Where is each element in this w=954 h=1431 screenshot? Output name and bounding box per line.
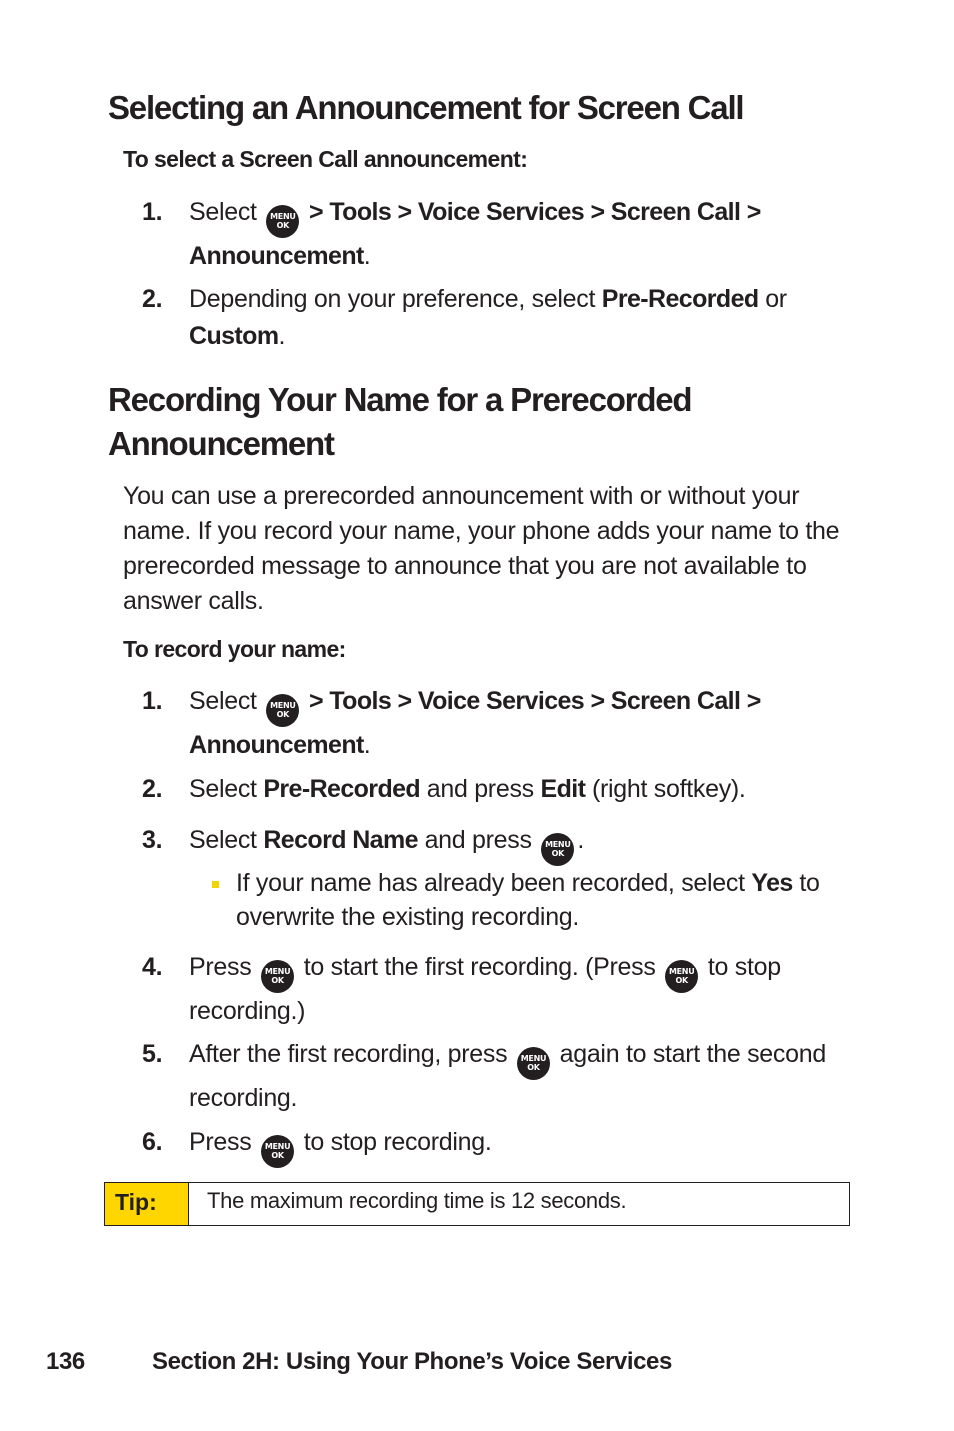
step-number: 3. [142, 826, 163, 854]
menu-ok-key-icon: MENU OK [541, 833, 574, 866]
page-number: 136 [46, 1348, 85, 1375]
menu-path: > Tools > Voice Services > Screen Call > [309, 198, 761, 226]
menu-path: > Tools > Voice Services > Screen Call > [309, 687, 761, 715]
step-text: Select Record Name and press MENU OK . [189, 822, 854, 866]
menu-ok-key-icon: MENU OK [261, 960, 294, 993]
step-text: Select Pre-Recorded and press Edit (right softkey). [189, 775, 746, 803]
step-number: 5. [142, 1040, 163, 1068]
step-number: 1. [142, 687, 163, 715]
step-text: Press MENU OK to start the first recording. (Press MENU OK to stop recording.) [189, 953, 781, 1025]
subheading-record-name: To record your name: [123, 636, 346, 662]
step-text: Select MENU OK > Tools > Voice Services > Screen Call > Announcement. [189, 198, 761, 270]
section-heading-screen-call: Selecting an Announcement for Screen Call [108, 89, 744, 126]
tip-box [104, 1182, 850, 1226]
step-number: 2. [142, 775, 163, 803]
menu-ok-key-icon: MENU OK [517, 1047, 550, 1080]
bullet-square-icon [212, 881, 219, 888]
step-text: After the first recording, press MENU OK again to start the second recording. [189, 1040, 826, 1112]
subheading-select-announcement: To select a Screen Call announcement: [123, 146, 528, 172]
section-title: Section 2H: Using Your Phone’s Voice Services [152, 1348, 672, 1375]
menu-ok-key-icon: MENU OK [665, 960, 698, 993]
menu-ok-key-icon: MENU OK [266, 694, 299, 727]
step-number: 1. [142, 198, 163, 226]
menu-ok-key-icon: MENU OK [261, 1135, 294, 1168]
step-text: Press MENU OK to stop recording. [189, 1124, 854, 1168]
step-number: 6. [142, 1128, 163, 1156]
menu-ok-key-icon: MENU OK [266, 205, 299, 238]
bullet-text: If your name has already been recorded, select Yes to overwrite the existing recording. [236, 869, 820, 931]
intro-paragraph: You can use a prerecorded announcement with or without your name. If you record your name, your phone adds your name to the prerecorded message to announce that you are not available to answer calls. [123, 482, 840, 615]
section-heading-record-name: Recording Your Name for a Prerecorded Announcement [108, 381, 692, 462]
step-text: Select MENU OK > Tools > Voice Services > Screen Call > Announcement. [189, 687, 761, 759]
tip-text: The maximum recording time is 12 seconds. [207, 1188, 627, 1213]
step-number: 2. [142, 285, 163, 313]
tip-label: Tip: [105, 1183, 189, 1225]
step-number: 4. [142, 953, 163, 981]
step-text: Depending on your preference, select Pre-Recorded or Custom. [189, 285, 787, 350]
